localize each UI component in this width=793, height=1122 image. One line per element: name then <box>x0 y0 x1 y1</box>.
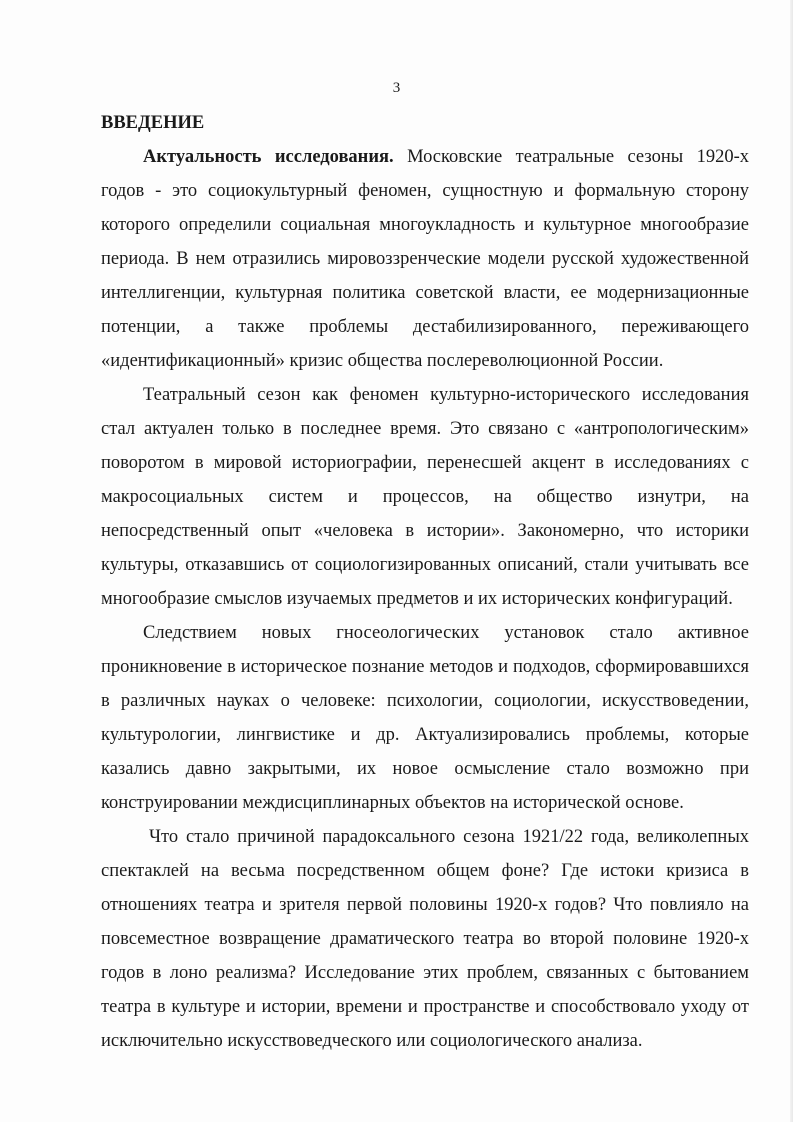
paragraph-text: Что стало причиной парадоксального сезона 1921/22 года, великолепных спектаклей на весьма посредственном общем фоне? Где истоки кризиса в отношениях театра и зрителя первой половины 1920-х годов? Что повлияло на повсеместное возвращение драматического театра во второй половине 1920-х годов в лоно реализма? Исследование этих проблем, связанных с бытованием театра в культуре и истории, времени и пространстве и способствовало уходу от исключительно искусствоведческого или социологического анализа. <box>101 827 749 1051</box>
paragraph-lead: Актуальность исследования. <box>143 147 394 167</box>
page-number: 3 <box>392 80 401 96</box>
paragraph-theatre-season <box>101 378 749 616</box>
paragraph-text: Московские театральные сезоны 1920-х годов - это социокультурный феномен, сущностную и формальную сторону которого определили социальная многоукладность и культурное многообразие периода. В нем отразились мировоззренческие модели русской художественной интеллигенции, культурная политика советской власти, ее модернизационные потенции, а также проблемы дестабилизированного, переживающего «идентификационный» кризис общества послереволюционной России. <box>101 147 749 371</box>
paragraph-text: Следствием новых гносеологических установок стало активное проникновение в историческое познание методов и подходов, сформировавшихся в различных науках о человеке: психологии, социологии, искусствоведении, культурологии, лингвистике и др. Актуализировались проблемы, которые казались давно закрытыми, их новое осмысление стало возможно при конструировании междисциплинарных объектов на исторической основе. <box>101 623 749 813</box>
paragraph-questions <box>101 820 749 1058</box>
document-body <box>101 106 749 1058</box>
paragraph-relevance <box>101 140 749 378</box>
section-heading: ВВЕДЕНИЕ <box>101 113 205 133</box>
paragraph-consequence <box>101 616 749 820</box>
paragraph-text: Театральный сезон как феномен культурно-исторического исследования стал актуален только в последнее время. Это связано с «антропологическим» поворотом в мировой историографии, перенесшей акцент в исследованиях с макросоциальных систем и процессов, на общество изнутри, на непосредственный опыт «человека в истории». Закономерно, что историки культуры, отказавшись от социологизированных описаний, стали учитывать все многообразие смыслов изучаемых предметов и их исторических конфигураций. <box>101 385 749 609</box>
